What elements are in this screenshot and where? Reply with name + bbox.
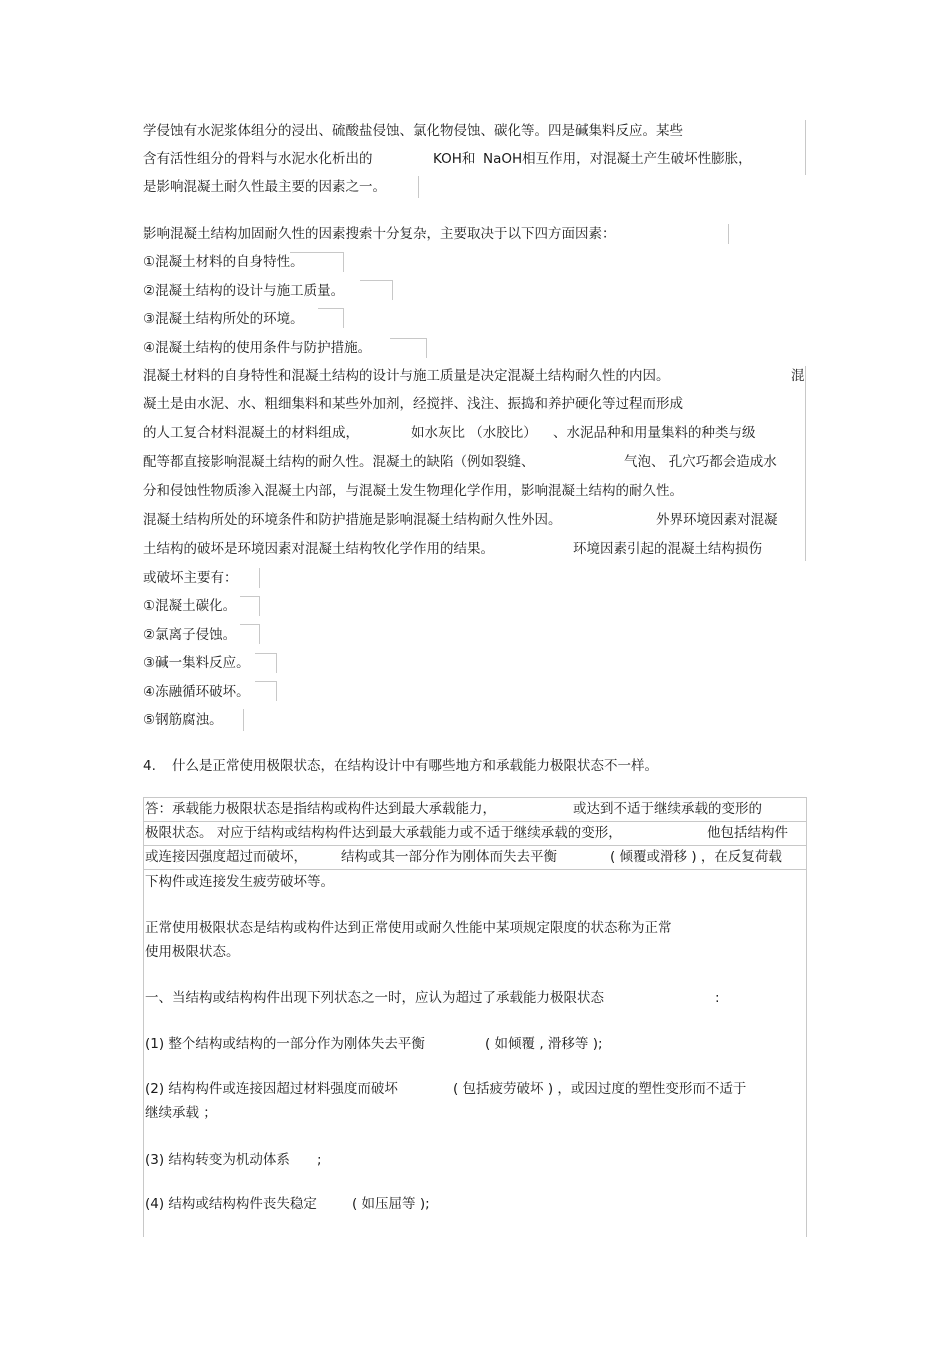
cell-border [418,176,419,198]
text-run: ( 如倾覆 , 滑移等 ); [485,1036,603,1052]
paragraph-line: 使用极限状态。 [145,944,240,960]
answer-line [145,824,805,842]
factor-item: ②混凝土结构的设计与施工质量。 [143,283,345,299]
cell-border [143,845,807,846]
cell-border [276,681,277,701]
text-run: (2) 结构构件或连接因超过材料强度而破坏 [145,1081,398,1097]
cell-border [343,308,344,328]
cell-border [805,150,806,175]
list-item [145,1035,805,1053]
cell-border [343,252,344,272]
cell-border [390,338,426,339]
cell-border [143,821,807,822]
text-run: 混 [791,368,805,384]
cell-border [255,653,276,654]
text-run: 或达到不适于继续承载的变形的 [573,801,762,817]
text-run: (4) 结构或结构构件丧失稳定 [145,1196,317,1212]
paragraph-line: 正常使用极限状态是结构或构件达到正常使用或耐久性能中某项规定限度的状态称为正常 [145,920,672,936]
damage-item: ②氯离子侵蚀。 [143,627,237,643]
text-run: 环境因素引起的混凝土结构损伤 [573,541,762,557]
factor-item: ①混凝土材料的自身特性。 [143,254,304,270]
question-heading [143,757,808,775]
text-run: ( 如压屈等 ); [352,1196,430,1212]
paragraph-line [143,150,803,168]
paragraph-line: 学侵蚀有水泥浆体组分的浸出、硫酸盐侵蚀、氯化物侵蚀、碳化等。四是碱集料反应。某些 [143,123,683,139]
text-run: 答：承载能力极限状态是指结构或构件达到最大承载能力， [145,801,496,817]
text-run: 或连接因强度超过而破坏， [145,849,307,865]
damage-item: ①混凝土碳化。 [143,598,237,614]
cell-border [143,797,807,798]
paragraph-line: 凝土是由水泥、水、粗细集料和某些外加剂，经搅拌、浅注、振捣和养护硬化等过程而形成 [143,396,683,412]
text-run: NaOH相互作用，对混凝土产生破坏性膨胀， [483,151,752,167]
damage-item: ③碱一集料反应。 [143,655,250,671]
paragraph-line [143,540,808,558]
text-run: 、水泥品种和用量集料的种类与级 [553,425,756,441]
text-run: KOH和 [433,151,476,167]
damage-item: ⑤钢筋腐浊。 [143,712,223,728]
text-run: 的人工复合材料混凝土的材料组成， [143,425,359,441]
question-text: 什么是正常使用极限状态，在结构设计中有哪些地方和承载能力极限状态不一样。 [172,758,658,774]
text-run: 他包括结构件 [707,825,788,841]
text-run: 气泡、 孔穴巧都会造成水 [624,454,777,470]
cell-border [255,681,276,682]
cell-border [728,224,729,244]
list-item [145,1195,805,1213]
section-heading [145,989,805,1007]
text-run: 外界环境因素对混凝 [656,512,778,528]
text-run: 混凝土材料的自身特性和混凝土结构的设计与施工质量是决定混凝土结构耐久性的内因。 [143,368,670,384]
paragraph-line [143,453,808,471]
text-run: : [715,990,720,1006]
answer-line [145,800,805,818]
cell-border [426,338,427,358]
text-run: (1) 整个结构或结构的一部分作为刚体失去平衡 [145,1036,425,1052]
damage-item: ④冻融循环破坏。 [143,684,250,700]
cell-border [143,869,807,870]
text-run: 配等都直接影响混凝土结构的耐久性。混凝土的缺陷（例如裂缝、 [143,454,535,470]
paragraph-line: 或破坏主要有： [143,570,238,586]
cell-border [243,709,244,731]
cell-border [392,280,393,300]
question-number: 4. [143,758,156,774]
paragraph-line: 分和侵蚀性物质渗入混凝土内部，与混凝土发生物理化学作用，影响混凝土结构的耐久性。 [143,483,683,499]
cell-border [276,653,277,673]
text-run: 混凝土结构所处的环境条件和防护措施是影响混凝土结构耐久性外因。 [143,512,562,528]
cell-border [360,280,392,281]
text-run: ( 包括疲劳破坏 ) ，或因过度的塑性变形而不适于 [453,1081,747,1097]
cell-border [240,624,259,625]
cell-border [259,596,260,616]
answer-line [145,848,805,866]
answer-line: 下构件或连接发生疲劳破坏等。 [145,874,334,890]
paragraph-line [143,367,808,385]
factors-intro: 影响混凝土结构加固耐久性的因素搜索十分复杂，主要取决于以下四方面因素： [143,226,616,242]
cell-border [806,797,807,1237]
cell-border [318,308,343,309]
cell-border [143,797,144,1237]
factor-item: ④混凝土结构的使用条件与防护措施。 [143,340,372,356]
text-run: 土结构的破坏是环境因素对混凝土结构牧化学作用的结果。 [143,541,494,557]
list-item [145,1080,805,1098]
paragraph-line [143,511,808,529]
cell-border [259,624,260,644]
text-run: ; [317,1152,322,1168]
text-run: ( 倾覆或滑移 ) ，在反复荷载 [610,849,782,865]
text-run: 如水灰比 （水胶比） [411,425,537,441]
cell-border [259,568,260,588]
list-item: 继续承载 ； [145,1105,217,1121]
text-run: 极限状态。 对应于结构或结构构件达到最大承载能力或不适于继续承载的变形， [145,825,622,841]
text-run: 结构或其一部分作为刚体而失去平衡 [341,849,557,865]
text-run: 一、当结构或结构构件出现下列状态之一时，应认为超过了承载能力极限状态 [145,990,604,1006]
factor-item: ③混凝土结构所处的环境。 [143,311,304,327]
text-run: (3) 结构转变为机动体系 [145,1152,290,1168]
text-run: 含有活性组分的骨料与水泥水化析出的 [143,151,373,167]
cell-border [240,596,259,597]
paragraph-line [143,424,808,442]
paragraph-line: 是影响混凝土耐久性最主要的因素之一。 [143,179,386,195]
list-item [145,1151,805,1169]
